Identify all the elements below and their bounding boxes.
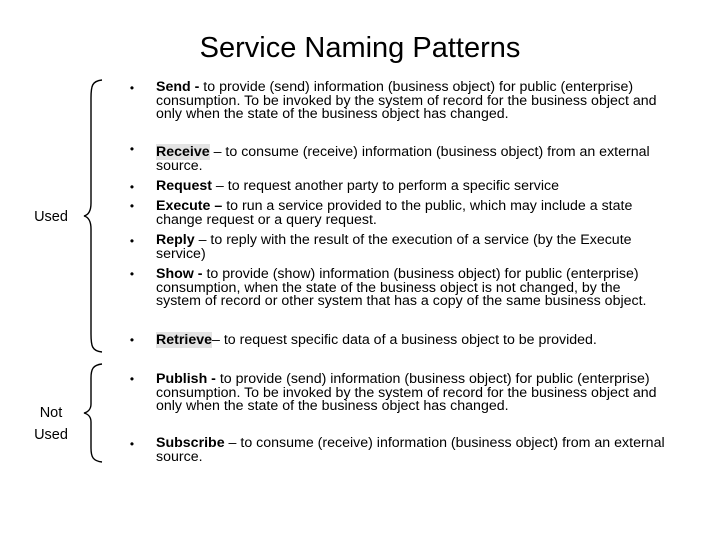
- desc-publish: to provide (send) information (business object) for public (enterprise) consumption. To be invoked by the system of record for the business object and only when the state of the business object has changed.: [156, 371, 657, 414]
- bullet-icon: •: [129, 267, 135, 281]
- list-item-reply: [156, 234, 666, 261]
- term-send: Send -: [156, 79, 200, 95]
- desc-subscribe: – to consume (receive) information (business object) from an external source.: [156, 435, 665, 465]
- bullet-icon: •: [129, 372, 135, 386]
- desc-reply: – to reply with the result of the execution of a service (by the Execute service): [156, 232, 632, 262]
- group-label-used-line: Used: [34, 427, 68, 443]
- list-item-retrieve: [156, 334, 666, 348]
- desc-send: to provide (send) information (business object) for public (enterprise) consumption. To be invoked by the system of record for the business object and only when the state of the business object has changed.: [156, 79, 657, 122]
- list-item-receive: [156, 146, 666, 173]
- bullet-icon: •: [129, 234, 135, 248]
- term-reply: Reply: [156, 232, 195, 248]
- bullet-icon: •: [129, 437, 135, 451]
- left-brace-used: [82, 78, 104, 354]
- desc-receive: – to consume (receive) information (business object) from an external source.: [156, 144, 650, 174]
- group-label-used: Used: [34, 209, 68, 225]
- term-execute: Execute –: [156, 198, 223, 214]
- term-subscribe: Subscribe: [156, 435, 225, 451]
- list-item-show: [156, 268, 666, 309]
- desc-retrieve: – to request specific data of a business object to be provided.: [212, 332, 597, 348]
- bullet-icon: •: [129, 333, 135, 347]
- bullet-icon: •: [129, 81, 135, 95]
- term-retrieve: Retrieve: [156, 332, 212, 348]
- bullet-icon: •: [129, 199, 135, 213]
- group-label-not-line: Not: [39, 405, 63, 421]
- group-label-not-used: [18, 402, 84, 446]
- bullet-icon: •: [129, 180, 135, 194]
- list-item-send: [156, 81, 666, 122]
- desc-execute: to run a service provided to the public, which may include a state change request or a query request.: [156, 198, 633, 228]
- list-item-execute: [156, 200, 666, 227]
- list-item-subscribe: [156, 437, 666, 464]
- bullet-icon: •: [129, 142, 135, 156]
- page-title: Service Naming Patterns: [199, 32, 521, 64]
- term-request: Request: [156, 178, 212, 194]
- list-item-request: [156, 180, 666, 194]
- term-publish: Publish -: [156, 371, 216, 387]
- term-receive: Receive: [156, 144, 210, 160]
- term-show: Show -: [156, 266, 203, 282]
- list-item-publish: [156, 373, 666, 414]
- desc-show: to provide (show) information (business object) for public (enterprise) consumption, when the state of the business object is not changed, by the system of record or other system that has a copy of the same business object.: [156, 266, 647, 309]
- left-brace-not-used: [82, 362, 104, 464]
- desc-request: – to request another party to perform a specific service: [211, 178, 559, 194]
